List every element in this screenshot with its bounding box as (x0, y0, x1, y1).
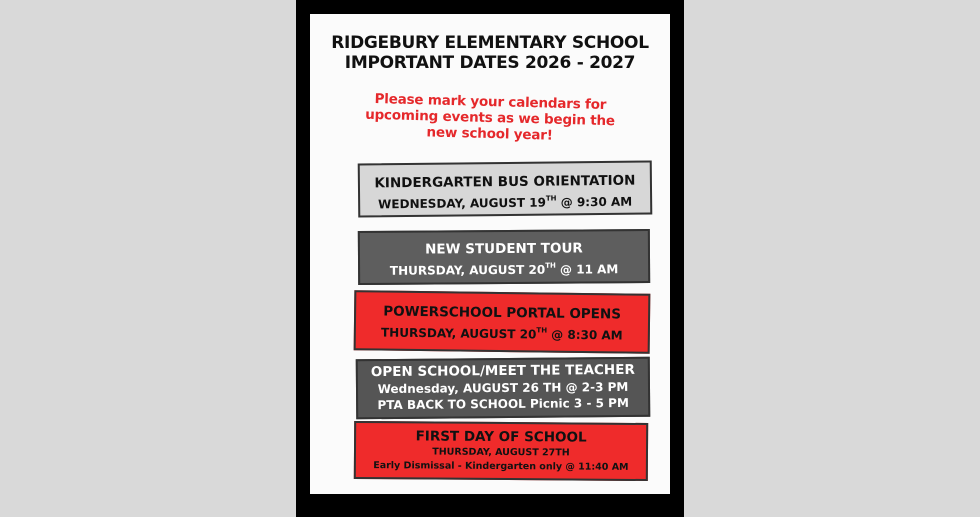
event-date-sup: TH (536, 326, 548, 335)
event-banner-first-day (354, 421, 648, 481)
event-extra: Early Dismissal - Kindergarten only @ 11:40 AM (373, 460, 629, 473)
event-date: Wednesday, AUGUST 26 TH @ 2-3 PM (377, 379, 629, 397)
intro-line: Please mark your calendars for (374, 90, 607, 114)
event-time-text: @ 11 AM (555, 262, 619, 277)
event-date-text: THURSDAY, AUGUST 20 (389, 262, 546, 278)
event-time-text: @ 9:30 AM (556, 194, 633, 210)
event-date (356, 320, 648, 344)
event-banner-kindergarten-bus (358, 160, 653, 217)
event-name: FIRST DAY OF SCHOOL (415, 428, 587, 446)
event-date: THURSDAY, AUGUST 27TH (432, 446, 570, 459)
event-banner-new-student-tour (358, 229, 650, 285)
intro-line: upcoming events as we begin the (364, 106, 616, 130)
intro-line: new school year! (426, 124, 553, 144)
event-banner-open-school (356, 357, 651, 420)
event-date (360, 257, 648, 279)
event-date-text: WEDNESDAY, AUGUST 19 (378, 195, 546, 212)
event-name: NEW STUDENT TOUR (425, 240, 583, 258)
event-date-sup: TH (545, 194, 557, 203)
event-date (360, 189, 650, 212)
event-time-text: @ 8:30 AM (546, 327, 623, 343)
intro-message (309, 89, 670, 146)
event-date-text: THURSDAY, AUGUST 20 (380, 325, 537, 342)
event-banner-powerschool (354, 290, 651, 354)
title-line-school: RIDGEBURY ELEMENTARY SCHOOL (331, 33, 649, 53)
event-name: KINDERGARTEN BUS ORIENTATION (374, 172, 636, 192)
event-date-sup: TH (545, 261, 556, 270)
title-line-dates: IMPORTANT DATES 2026 - 2027 (344, 53, 636, 73)
flyer-page (310, 14, 670, 494)
flyer-frame (296, 0, 684, 517)
event-extra: PTA BACK TO SCHOOL Picnic 3 - 5 PM (377, 395, 629, 413)
event-name: OPEN SCHOOL/MEET THE TEACHER (370, 361, 635, 381)
event-name: POWERSCHOOL PORTAL OPENS (383, 303, 622, 323)
flyer-title (310, 33, 670, 73)
